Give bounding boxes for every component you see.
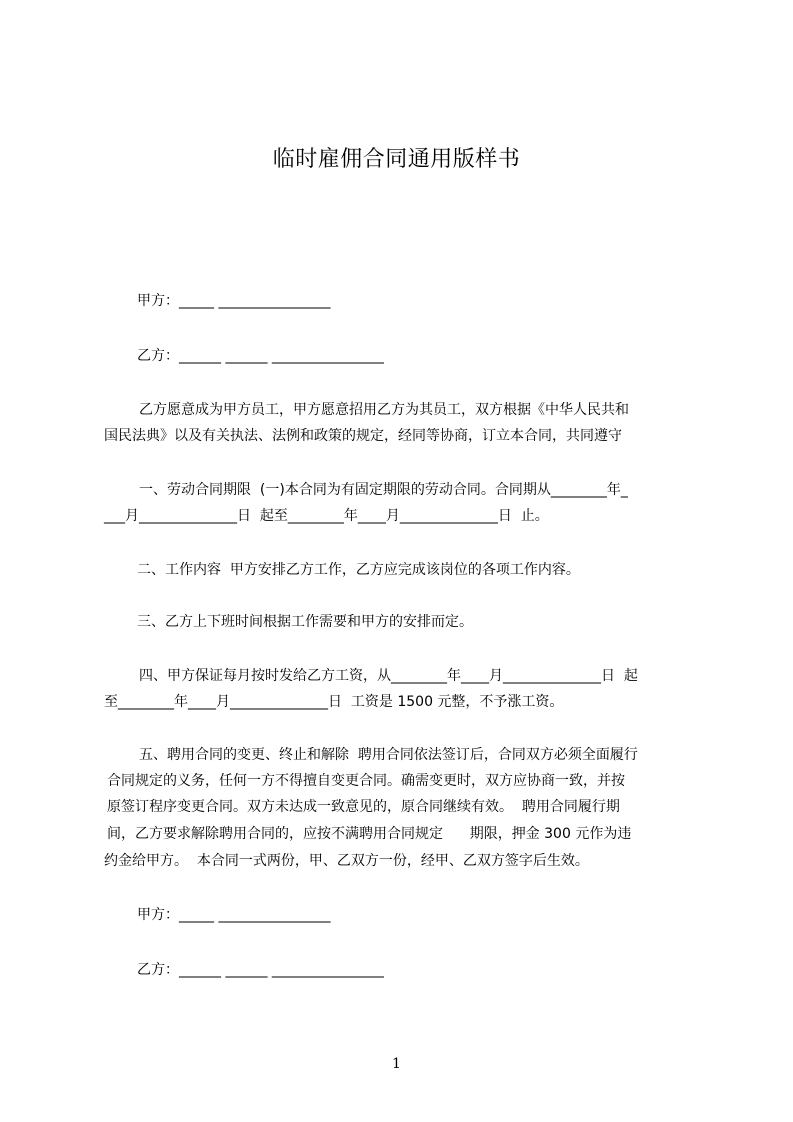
- clause-1-line-1: 一、劳动合同期限 (一)本合同为有固定期限的劳动合同。合同期从________年_: [139, 482, 628, 498]
- clause-4-line-2: 至________年____月______________日 工资是 1500 元整，不予涨工资。: [104, 694, 564, 710]
- preamble-line-1: 乙方愿意成为甲方员工，甲方愿意招用乙方为其员工，双方根据《中华人民共和: [139, 402, 629, 418]
- page-number: 1: [392, 1056, 401, 1072]
- party-a-line-bottom: 甲方：_____ ________________: [137, 907, 331, 923]
- clause-3: 三、乙方上下班时间根据工作需要和甲方的安排而定。: [137, 614, 473, 630]
- clause-2: 二、工作内容 甲方安排乙方工作，乙方应完成该岗位的各项工作内容。: [137, 562, 580, 578]
- clause-5-line-2: 合同规定的义务，任何一方不得擅自变更合同。确需变更时，双方应协商一致，并按: [107, 773, 625, 789]
- clause-4-line-1: 四、甲方保证每月按时发给乙方工资，从________年____月______________日 起: [139, 668, 638, 684]
- party-b-line-top: 乙方：______ ______ ________________: [137, 348, 384, 364]
- clause-5-line-5: 约金给甲方。 本合同一式两份，甲、乙双方一份，经甲、乙双方签字后生效。: [104, 853, 589, 869]
- document-title: 临时雇佣合同通用版样书: [272, 147, 521, 172]
- clause-5-line-4: 间，乙方要求解除聘用合同的，应按不满聘用合同规定 期限，押金 300 元作为违: [107, 826, 632, 842]
- preamble-line-2: 国民法典》以及有关执法、法例和政策的规定，经同等协商，订立本合同，共同遵守: [104, 428, 622, 444]
- clause-1-line-2: ___月______________日 起至________年____月______________日 止。: [104, 508, 549, 524]
- clause-5-line-3: 原签订程序变更合同。双方未达成一致意见的，原合同继续有效。 聘用合同履行期: [107, 799, 620, 815]
- party-a-line-top: 甲方：_____ ________________: [137, 293, 331, 309]
- party-b-line-bottom: 乙方：______ ______ ________________: [137, 962, 384, 978]
- clause-5-line-1: 五、聘用合同的变更、终止和解除 聘用合同依法签订后，合同双方必须全面履行: [139, 747, 638, 763]
